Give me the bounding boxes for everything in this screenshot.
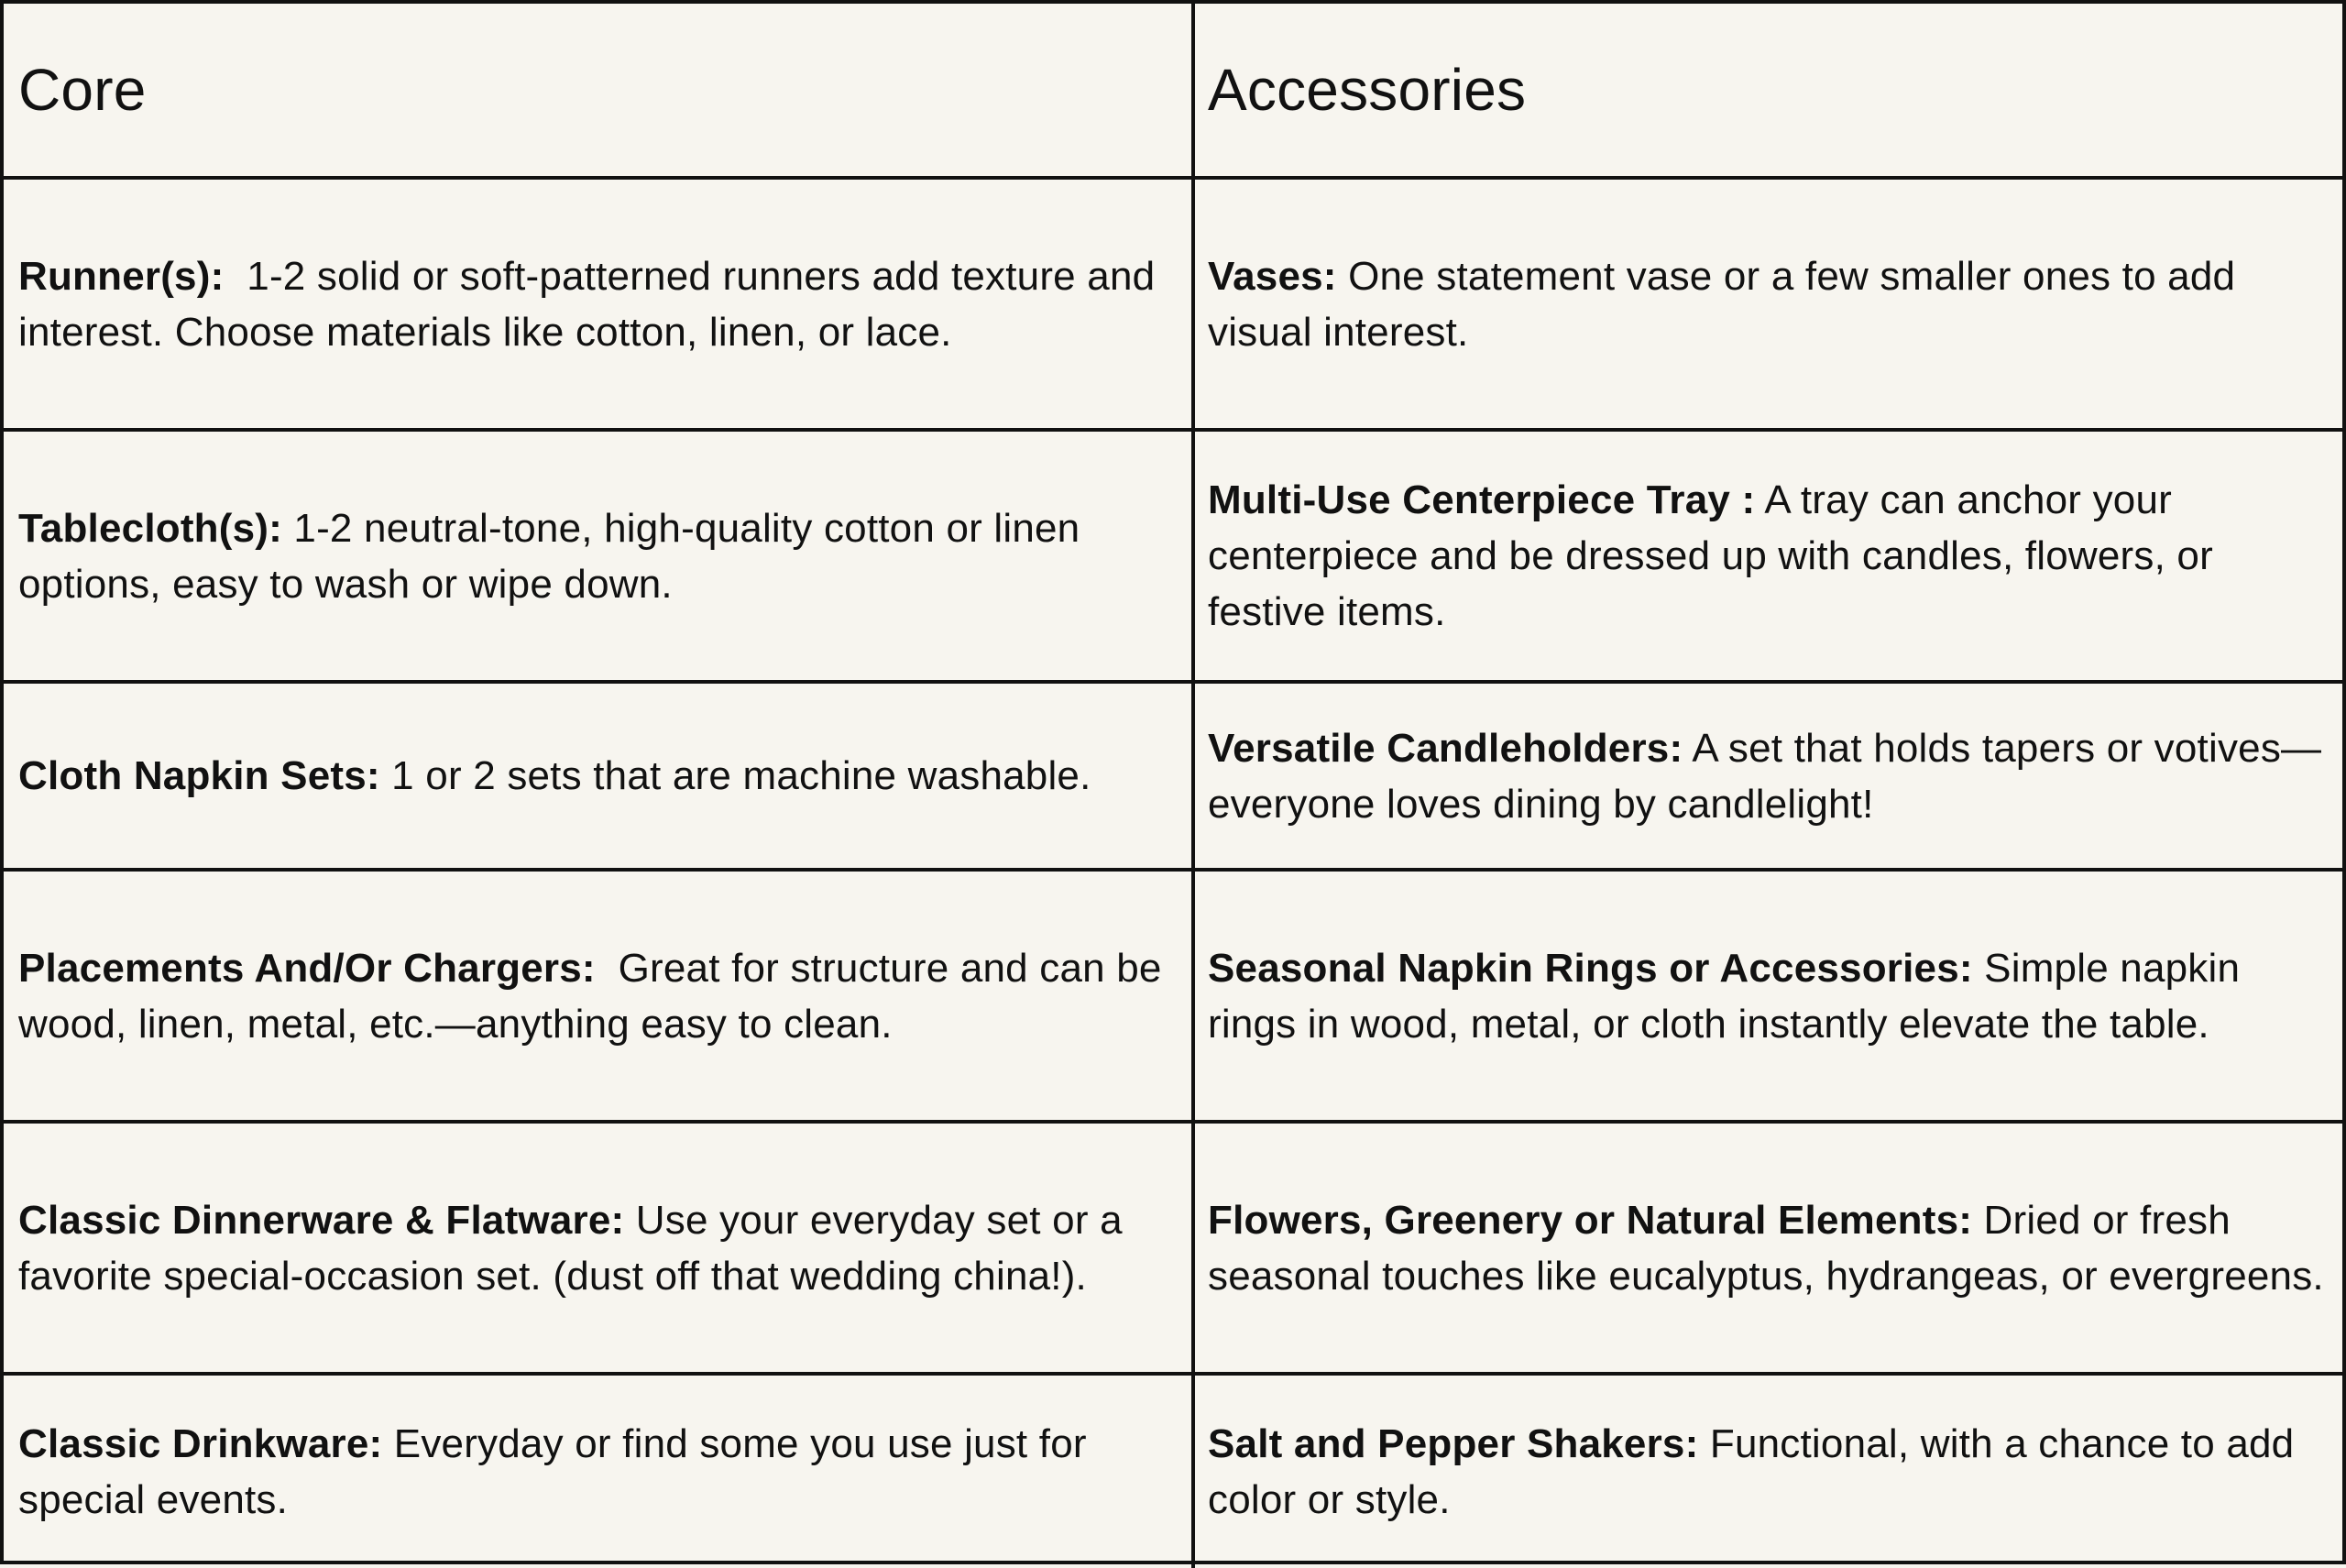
item-term: Versatile Candleholders: — [1208, 725, 1683, 771]
header-accessories-label: Accessories — [1208, 57, 1527, 123]
cell-text — [18, 1416, 1178, 1528]
item-description: Use your everyday set or a favorite special-occasion set. (dust off that wedding china!). — [18, 1197, 1135, 1299]
accessory-cell-natural-elements — [1195, 1124, 2346, 1376]
item-description: Everyday or find some you use just for special events. — [18, 1421, 1099, 1522]
item-description: Simple napkin rings in wood, metal, or cloth instantly elevate the table. — [1208, 945, 2252, 1047]
core-cell-napkin-sets — [4, 684, 1195, 872]
item-term: Tablecloth(s): — [18, 505, 282, 551]
cell-text — [18, 1192, 1178, 1304]
cell-text — [18, 500, 1178, 612]
item-description: Functional, with a chance to add color or style. — [1208, 1421, 2306, 1522]
item-description: A set that holds tapers or votives—everyone loves dining by candlelight! — [1208, 725, 2322, 827]
item-term: Classic Drinkware: — [18, 1421, 383, 1466]
item-description: 1-2 neutral-tone, high-quality cotton or linen options, easy to wash or wipe down. — [18, 505, 1091, 607]
core-cell-placements — [4, 872, 1195, 1124]
item-term: Runner(s): — [18, 253, 225, 299]
core-cell-tablecloths — [4, 432, 1195, 684]
item-term: Multi-Use Centerpiece Tray : — [1208, 477, 1756, 522]
cell-text — [1208, 720, 2337, 832]
core-cell-runners — [4, 180, 1195, 432]
accessory-cell-vases — [1195, 180, 2346, 432]
cell-text — [1208, 1416, 2337, 1528]
item-term: Flowers, Greenery or Natural Elements: — [1208, 1197, 1973, 1243]
item-description: A tray can anchor your centerpiece and be dressed up with candles, flowers, or festive items. — [1208, 477, 2225, 634]
cell-text — [18, 748, 1091, 804]
item-term: Salt and Pepper Shakers: — [1208, 1421, 1699, 1466]
cell-text — [1208, 940, 2337, 1052]
accessory-cell-salt-pepper — [1195, 1376, 2346, 1568]
cell-text — [18, 248, 1178, 360]
item-term: Seasonal Napkin Rings or Accessories: — [1208, 945, 1973, 991]
core-cell-dinnerware — [4, 1124, 1195, 1376]
item-description: Dried or fresh seasonal touches like eucalyptus, hydrangeas, or evergreens. — [1208, 1197, 2324, 1299]
cell-text — [1208, 1192, 2337, 1304]
item-description: One statement vase or a few smaller ones to add visual interest. — [1208, 253, 2247, 355]
header-accessories — [1195, 4, 2346, 180]
cell-text — [18, 940, 1178, 1052]
cell-text — [1208, 472, 2337, 640]
header-core-label: Core — [18, 57, 147, 123]
item-term: Classic Dinnerware & Flatware: — [18, 1197, 625, 1243]
item-description: 1-2 solid or soft-patterned runners add texture and interest. Choose materials like cotton, linen, or lace. — [18, 253, 1167, 355]
accessory-cell-candleholders — [1195, 684, 2346, 872]
cell-text — [1208, 248, 2337, 360]
item-description: Great for structure and can be wood, linen, metal, etc.—anything easy to clean. — [18, 945, 1174, 1047]
item-description: 1 or 2 sets that are machine washable. — [379, 753, 1091, 798]
item-term: Placements And/Or Chargers: — [18, 945, 596, 991]
item-term: Vases: — [1208, 253, 1337, 299]
accessory-cell-napkin-rings — [1195, 872, 2346, 1124]
accessory-cell-centerpiece-tray — [1195, 432, 2346, 684]
item-term: Cloth Napkin Sets: — [18, 753, 380, 798]
header-core — [4, 4, 1195, 180]
core-cell-drinkware — [4, 1376, 1195, 1568]
